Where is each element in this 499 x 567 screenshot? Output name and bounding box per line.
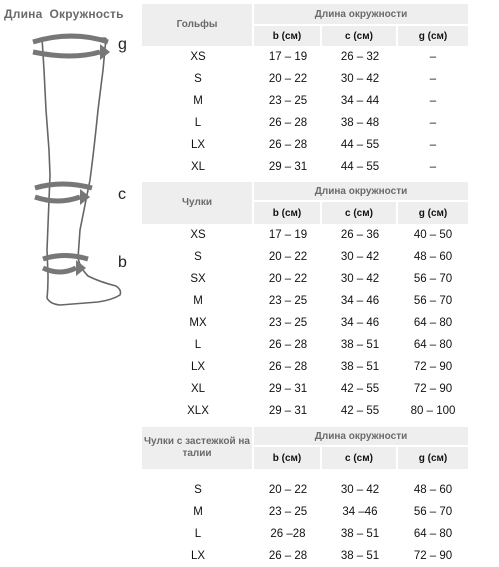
value-cell: 34 – 46: [340, 295, 380, 307]
value-cell: 30 – 42: [340, 251, 380, 263]
size-cell: M: [193, 295, 203, 307]
size-table-stockings: [142, 182, 468, 422]
value-cell: 26 – 28: [268, 339, 308, 351]
value-cell: 42 – 55: [340, 383, 380, 395]
size-cell: L: [194, 339, 202, 351]
size-cell: S: [194, 73, 202, 85]
value-cell: 20 – 22: [268, 251, 308, 263]
table-row: [142, 112, 468, 134]
column-header-c: с (см): [322, 26, 398, 46]
value-cell: 23 – 25: [268, 295, 308, 307]
legend-title-length: Длина: [4, 7, 43, 21]
table-row: [142, 501, 468, 523]
value-cell: –: [429, 161, 437, 173]
category-header: Гольфы: [142, 4, 254, 46]
value-cell: 44 – 55: [340, 161, 380, 173]
group-header: Длина окружности: [254, 182, 468, 202]
size-cell: S: [194, 251, 202, 263]
value-cell: 48 – 60: [413, 484, 453, 496]
size-cell: M: [193, 95, 203, 107]
value-cell: 72 – 90: [413, 550, 453, 562]
table-row: [142, 268, 468, 290]
size-cell: MX: [189, 317, 207, 329]
table-row: [142, 378, 468, 400]
value-cell: 48 – 60: [413, 251, 453, 263]
value-cell: 56 – 70: [413, 295, 453, 307]
value-cell: 30 – 42: [340, 273, 380, 285]
circumference-ring-b: [43, 256, 88, 277]
group-header: Длина окружности: [254, 427, 468, 447]
size-table-knee-socks: [142, 4, 468, 178]
circumference-ring-c: [35, 184, 92, 205]
value-cell: 44 – 55: [340, 139, 380, 151]
value-cell: 38 – 51: [340, 339, 380, 351]
value-cell: 26 – 32: [340, 51, 380, 63]
value-cell: 29 – 31: [268, 383, 308, 395]
value-cell: 26 –28: [270, 528, 306, 540]
value-cell: 29 – 31: [268, 161, 308, 173]
value-cell: 23 – 25: [268, 95, 308, 107]
legend-title-circumference: Окружность: [49, 7, 124, 21]
size-cell: XS: [190, 51, 206, 63]
value-cell: 38 – 51: [340, 528, 380, 540]
table-row: [142, 156, 468, 178]
value-cell: 34 – 44: [340, 95, 380, 107]
value-cell: 34 – 46: [340, 317, 380, 329]
table-row: [142, 479, 468, 501]
value-cell: 26 – 28: [268, 361, 308, 373]
size-cell: L: [194, 117, 202, 129]
table-row: [142, 545, 468, 567]
value-cell: 42 – 55: [340, 405, 380, 417]
column-header-b: b (см): [254, 447, 322, 469]
size-cell: XLX: [187, 405, 209, 417]
table-row: [142, 334, 468, 356]
value-cell: 30 – 42: [340, 73, 380, 85]
value-cell: 38 – 51: [340, 550, 380, 562]
value-cell: 23 – 25: [268, 506, 308, 518]
column-header-b: b (см): [254, 26, 322, 46]
size-cell: XS: [190, 229, 206, 241]
size-cell: LX: [190, 550, 206, 562]
value-cell: 72 – 90: [413, 383, 453, 395]
size-cell: M: [193, 506, 203, 518]
leg-diagram: [0, 0, 140, 563]
value-cell: 38 – 48: [340, 117, 380, 129]
table-row: [142, 246, 468, 268]
measurement-legend: [0, 0, 140, 563]
size-cell: S: [194, 484, 202, 496]
table-row: [142, 400, 468, 422]
value-cell: 38 – 51: [340, 361, 380, 373]
value-cell: 34 –46: [342, 506, 378, 518]
value-cell: 30 – 42: [340, 484, 380, 496]
value-cell: 72 – 90: [413, 361, 453, 373]
value-cell: 26 – 36: [340, 229, 380, 241]
value-cell: 26 – 28: [268, 550, 308, 562]
size-cell: LX: [190, 139, 206, 151]
column-header-g: g (см): [398, 26, 468, 46]
table-row: [142, 134, 468, 156]
column-header-g: g (см): [398, 447, 468, 469]
value-cell: 40 – 50: [413, 229, 453, 241]
table-row: [142, 224, 468, 246]
value-cell: –: [429, 139, 437, 151]
value-cell: –: [429, 117, 437, 129]
value-cell: 64 – 80: [413, 317, 453, 329]
category-header: Чулки с застежкой на талии: [142, 427, 254, 469]
value-cell: 26 – 28: [268, 117, 308, 129]
column-header-g: g (см): [398, 202, 468, 224]
size-cell: XL: [190, 383, 206, 395]
value-cell: 64 – 80: [413, 528, 453, 540]
table-row: [142, 46, 468, 68]
size-cell: SX: [190, 273, 206, 285]
category-header: Чулки: [142, 182, 254, 224]
size-cell: LX: [190, 361, 206, 373]
label-g: g: [118, 36, 127, 53]
value-cell: 80 – 100: [410, 405, 456, 417]
column-header-c: с (см): [322, 202, 398, 224]
value-cell: 64 – 80: [413, 339, 453, 351]
value-cell: 20 – 22: [268, 73, 308, 85]
column-header-c: с (см): [322, 447, 398, 469]
table-row: [142, 90, 468, 112]
size-cell: XL: [190, 161, 206, 173]
value-cell: 29 – 31: [268, 405, 308, 417]
table-row: [142, 68, 468, 90]
table-row: [142, 523, 468, 545]
value-cell: 17 – 19: [268, 51, 308, 63]
value-cell: –: [429, 95, 437, 107]
size-table-waist-stockings: [142, 427, 468, 567]
circumference-ring-g: [33, 36, 110, 60]
table-row: [142, 290, 468, 312]
value-cell: –: [429, 73, 437, 85]
label-c: c: [118, 186, 126, 203]
value-cell: –: [429, 51, 437, 63]
arrow-head-b: [76, 260, 86, 276]
value-cell: 17 – 19: [268, 229, 308, 241]
value-cell: 56 – 70: [413, 273, 453, 285]
value-cell: 56 – 70: [413, 506, 453, 518]
value-cell: 20 – 22: [268, 273, 308, 285]
column-header-b: b (см): [254, 202, 322, 224]
value-cell: 23 – 25: [268, 317, 308, 329]
table-row: [142, 312, 468, 334]
group-header: Длина окружности: [254, 4, 468, 26]
value-cell: 20 – 22: [268, 484, 308, 496]
label-b: b: [118, 254, 127, 271]
table-row: [142, 356, 468, 378]
size-cell: L: [194, 528, 202, 540]
value-cell: 26 – 28: [268, 139, 308, 151]
